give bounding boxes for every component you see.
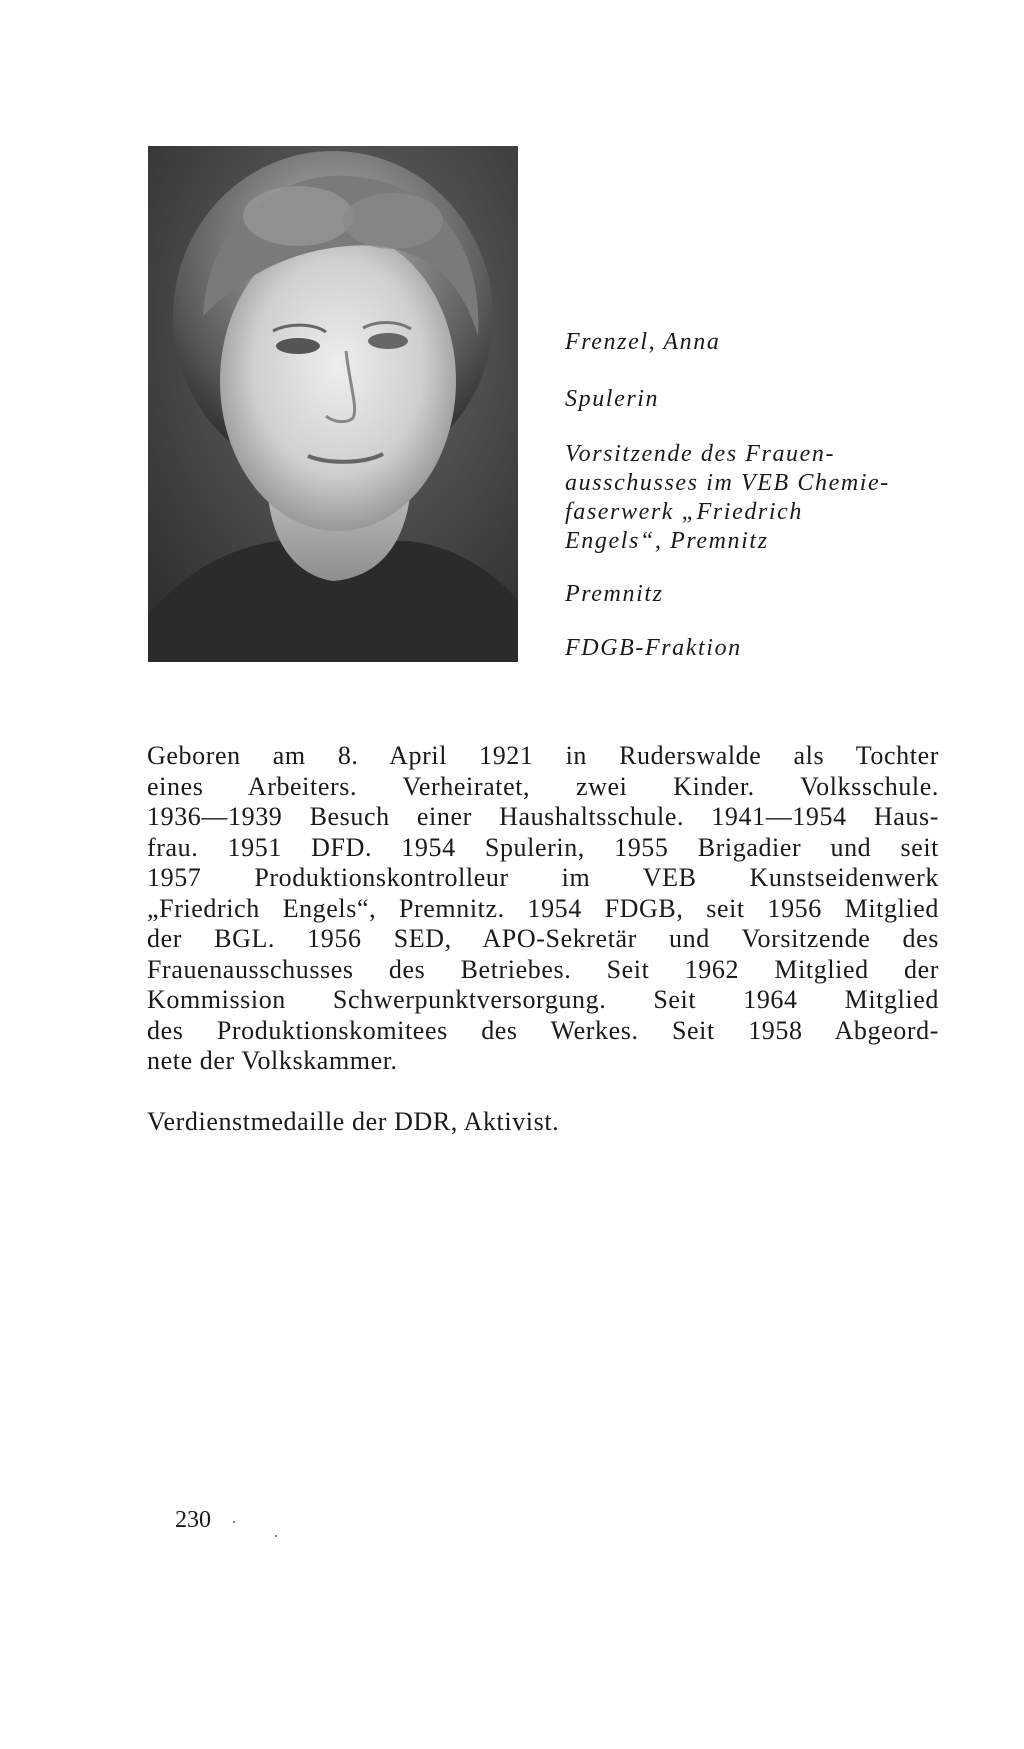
biography-line: „Friedrich Engels“, Premnitz. 1954 FDGB, seit 1956 Mitglied	[147, 893, 939, 923]
constituency: Premnitz	[565, 581, 664, 607]
biography-line: Kommission Schwerpunktversorgung. Seit 1964 Mitglied	[147, 985, 939, 1014]
page-number: 230	[175, 1507, 211, 1533]
function-line: Engels“, Premnitz	[565, 528, 769, 554]
biography-line: eines Arbeiters. Verheiratet, zwei Kinder. Volksschule.	[147, 771, 939, 801]
honors-text: Verdienstmedaille der DDR, Aktivist.	[147, 1107, 560, 1136]
biography-paragraph	[147, 741, 939, 1077]
person-name: Frenzel, Anna	[565, 329, 721, 355]
biography-line: der BGL. 1956 SED, APO-Sekretär und Vorsitzende des	[147, 924, 939, 953]
function-line: ausschusses im VEB Chemie-	[565, 470, 890, 496]
function-line: Vorsitzende des Frauen-	[565, 441, 836, 467]
function-line: faserwerk „Friedrich	[565, 499, 803, 525]
biography-line: nete der Volkskammer.	[147, 1046, 398, 1075]
parliamentary-fraction: FDGB-Fraktion	[565, 635, 742, 661]
biography-line: 1957 Produktionskontrolleur im VEB Kunstseidenwerk	[147, 863, 939, 892]
print-speck	[233, 1521, 235, 1523]
biography-line: Geboren am 8. April 1921 in Ruderswalde als Tochter	[147, 741, 939, 770]
biography-line: 1936—1939 Besuch einer Haushaltsschule. 1941—1954 Haus-	[147, 802, 939, 831]
biography-line: Frauenausschusses des Betriebes. Seit 1962 Mitglied der	[147, 954, 939, 984]
biography-line: frau. 1951 DFD. 1954 Spulerin, 1955 Brigadier und seit	[147, 832, 939, 862]
occupation: Spulerin	[565, 386, 660, 412]
print-speck	[275, 1535, 277, 1537]
portrait-photo	[148, 146, 518, 662]
biography-line: des Produktionskomitees des Werkes. Seit 1958 Abgeord-	[147, 1015, 939, 1045]
function-text	[565, 440, 890, 556]
